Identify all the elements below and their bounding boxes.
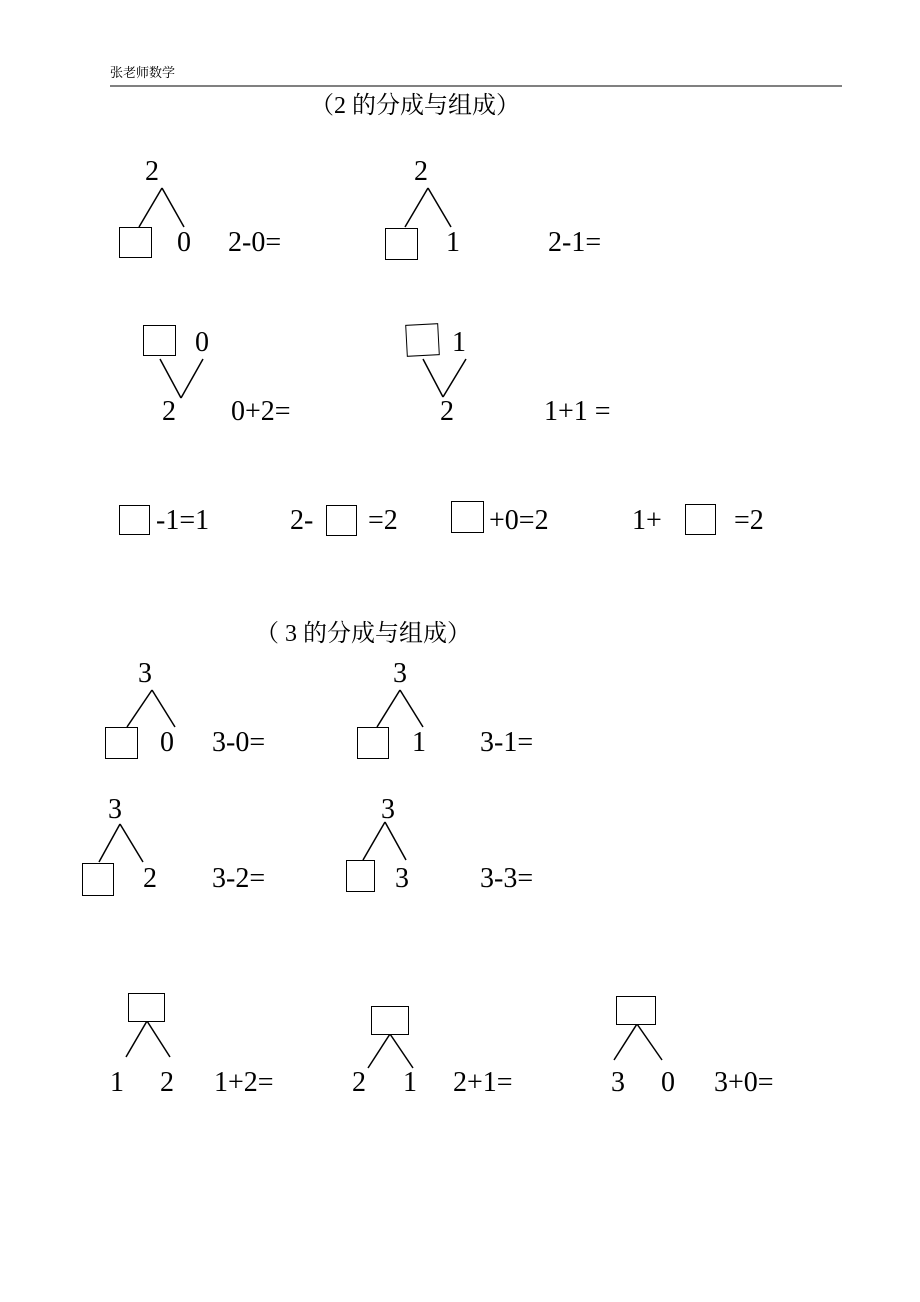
split-b-right: 1 bbox=[446, 227, 460, 258]
join-a-left: 1 bbox=[110, 1067, 124, 1098]
section3-title: （ 3 的分成与组成） bbox=[255, 621, 471, 647]
join-a-right: 0 bbox=[195, 327, 209, 358]
answer-box[interactable] bbox=[451, 501, 484, 533]
equation: 1+2= bbox=[214, 1067, 274, 1098]
section2-title: （2 的分成与组成） bbox=[310, 93, 520, 119]
answer-box[interactable] bbox=[371, 1006, 409, 1035]
equation: 2+1= bbox=[453, 1067, 513, 1098]
equation: -1=1 bbox=[156, 505, 210, 536]
equation: 3-1= bbox=[480, 727, 534, 758]
equation: 1+1 = bbox=[544, 396, 611, 427]
join-a-right: 2 bbox=[160, 1067, 174, 1098]
split-c-right: 2 bbox=[143, 863, 157, 894]
answer-box[interactable] bbox=[685, 504, 716, 535]
join-b-right: 1 bbox=[452, 327, 466, 358]
answer-box[interactable] bbox=[616, 996, 656, 1025]
split-a-top: 2 bbox=[145, 156, 159, 187]
answer-box[interactable] bbox=[357, 727, 389, 759]
join-b-left: 2 bbox=[352, 1067, 366, 1098]
join-c-right: 0 bbox=[661, 1067, 675, 1098]
equation-suffix: =2 bbox=[368, 505, 398, 536]
split-a-top: 3 bbox=[138, 658, 152, 689]
equation: 3-2= bbox=[212, 863, 266, 894]
answer-box[interactable] bbox=[405, 323, 440, 357]
answer-box[interactable] bbox=[119, 505, 150, 535]
equation: 3-3= bbox=[480, 863, 534, 894]
answer-box[interactable] bbox=[119, 227, 152, 258]
answer-box[interactable] bbox=[346, 860, 375, 892]
equation-prefix: 1+ bbox=[632, 505, 662, 536]
equation-prefix: 2- bbox=[290, 505, 314, 536]
answer-box[interactable] bbox=[143, 325, 176, 356]
header-author: 张老师数学 bbox=[110, 65, 176, 80]
join-a-bottom: 2 bbox=[162, 396, 176, 427]
equation: +0=2 bbox=[489, 505, 549, 536]
answer-box[interactable] bbox=[326, 505, 357, 536]
equation-suffix: =2 bbox=[734, 505, 764, 536]
split-a-right: 0 bbox=[177, 227, 191, 258]
split-b-top: 3 bbox=[393, 658, 407, 689]
join-b-right: 1 bbox=[403, 1067, 417, 1098]
join-b-bottom: 2 bbox=[440, 396, 454, 427]
split-c-top: 3 bbox=[108, 794, 122, 825]
equation: 3-0= bbox=[212, 727, 266, 758]
split-d-right: 3 bbox=[395, 863, 409, 894]
equation: 2-1= bbox=[548, 227, 602, 258]
join-c-left: 3 bbox=[611, 1067, 625, 1098]
equation: 3+0= bbox=[714, 1067, 774, 1098]
equation: 0+2= bbox=[231, 396, 291, 427]
answer-box[interactable] bbox=[128, 993, 165, 1022]
split-d-top: 3 bbox=[381, 794, 395, 825]
split-b-top: 2 bbox=[414, 156, 428, 187]
split-a-right: 0 bbox=[160, 727, 174, 758]
split-b-right: 1 bbox=[412, 727, 426, 758]
answer-box[interactable] bbox=[105, 727, 138, 759]
equation: 2-0= bbox=[228, 227, 282, 258]
answer-box[interactable] bbox=[82, 863, 114, 896]
answer-box[interactable] bbox=[385, 228, 418, 260]
